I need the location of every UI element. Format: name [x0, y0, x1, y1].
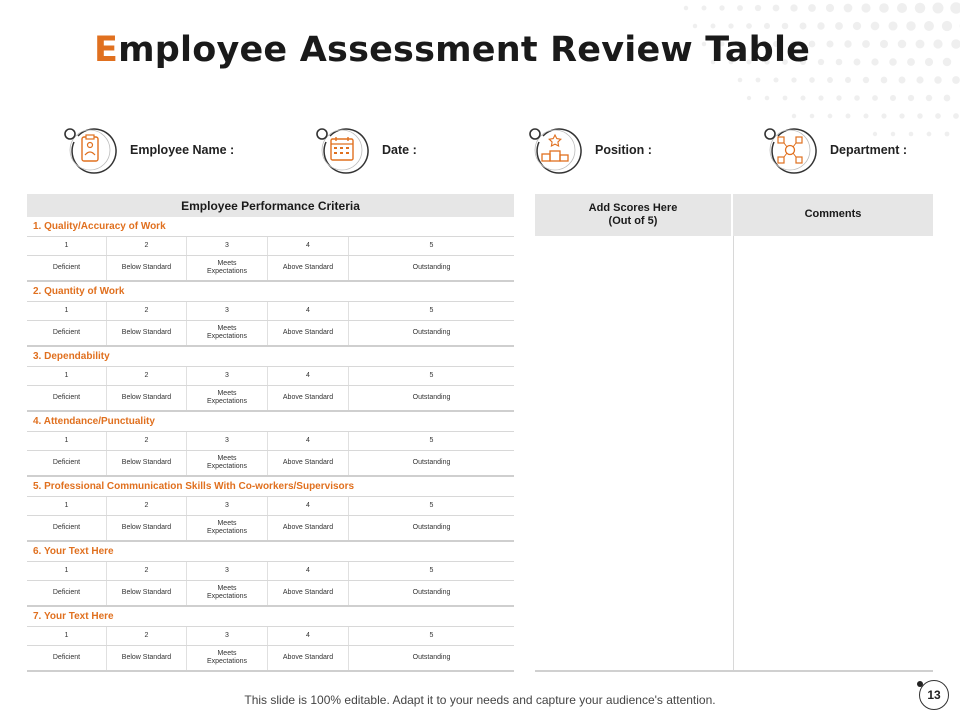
scale-label-cell: Below Standard	[107, 386, 187, 410]
scale-label-cell: Meets Expectations	[187, 386, 268, 410]
department-field[interactable]	[762, 124, 907, 176]
scale-number-cell[interactable]: 4	[268, 367, 349, 385]
criteria-section-title: 1. Quality/Accuracy of Work	[27, 217, 514, 237]
scale-number-cell[interactable]: 5	[429, 502, 434, 510]
performance-criteria-table	[27, 194, 514, 672]
scale-number-row	[27, 367, 514, 386]
criteria-section-title: 7. Your Text Here	[27, 607, 514, 627]
scale-number-cell[interactable]: 3	[187, 237, 268, 255]
scale-number-cell[interactable]: 4	[268, 562, 349, 580]
scores-header-line2: (Out of 5)	[608, 215, 658, 227]
footer-note: This slide is 100% editable. Adapt it to your needs and capture your audience's attention.	[244, 693, 716, 707]
scale-number-cell[interactable]: 5	[429, 567, 434, 575]
scale-number-row	[27, 302, 514, 321]
scores-column-header	[535, 194, 733, 236]
page-title	[94, 30, 810, 70]
scale-label-cell: Outstanding	[412, 589, 451, 597]
scale-number-cell[interactable]: 4	[268, 627, 349, 645]
scale-label-cell: Deficient	[27, 581, 107, 605]
scale-number-row	[27, 627, 514, 646]
scale-label-row	[27, 321, 514, 347]
scale-label-cell: Above Standard	[268, 581, 349, 605]
scale-label-cell: Below Standard	[107, 256, 187, 280]
date-label: Date :	[382, 143, 417, 157]
scale-label-cell: Above Standard	[268, 516, 349, 540]
scores-header-line1: Add Scores Here	[588, 201, 678, 214]
scale-label-cell: Deficient	[27, 321, 107, 345]
employee-name-field[interactable]	[62, 124, 234, 176]
scale-label-cell: Deficient	[27, 646, 107, 670]
scale-number-cell[interactable]: 1	[27, 432, 107, 450]
scale-number-cell[interactable]: 1	[27, 237, 107, 255]
scale-label-cell: Above Standard	[268, 321, 349, 345]
scale-number-cell[interactable]: 1	[27, 627, 107, 645]
title-first-letter: E	[94, 30, 119, 70]
scale-label-cell: Outstanding	[412, 654, 451, 662]
scale-label-cell: Above Standard	[268, 386, 349, 410]
scale-label-cell: Outstanding	[412, 264, 451, 272]
criteria-section-title: 6. Your Text Here	[27, 542, 514, 562]
calendar-icon	[314, 124, 370, 176]
scale-label-cell: Deficient	[27, 451, 107, 475]
criteria-section-title: 5. Professional Communication Skills With Co-workers/Supervisors	[27, 477, 514, 497]
scale-number-cell[interactable]: 2	[107, 237, 187, 255]
scale-number-cell[interactable]: 1	[27, 562, 107, 580]
scale-label-cell: Meets Expectations	[187, 256, 268, 280]
page-number: 13	[919, 680, 949, 710]
criteria-table-header: Employee Performance Criteria	[27, 194, 514, 217]
scale-number-cell[interactable]: 3	[187, 302, 268, 320]
scale-label-row	[27, 581, 514, 607]
title-rest: mployee Assessment Review Table	[118, 30, 811, 70]
scale-number-cell[interactable]: 5	[429, 307, 434, 315]
criteria-section-title: 4. Attendance/Punctuality	[27, 412, 514, 432]
scale-number-row	[27, 562, 514, 581]
scale-label-cell: Outstanding	[412, 524, 451, 532]
scale-label-cell: Above Standard	[268, 646, 349, 670]
criteria-section-title: 2. Quantity of Work	[27, 282, 514, 302]
page-number-dot	[917, 681, 923, 687]
scale-number-cell[interactable]: 5	[429, 632, 434, 640]
scale-number-cell[interactable]: 3	[187, 562, 268, 580]
employee-name-label: Employee Name :	[130, 143, 235, 157]
scale-number-cell[interactable]: 5	[429, 372, 434, 380]
scale-number-cell[interactable]: 4	[268, 237, 349, 255]
scale-number-cell[interactable]: 1	[27, 302, 107, 320]
scale-label-row	[27, 386, 514, 412]
scale-number-cell[interactable]: 4	[268, 432, 349, 450]
org-network-icon	[762, 124, 818, 176]
scale-label-row	[27, 646, 514, 672]
scale-label-cell: Outstanding	[412, 394, 451, 402]
scale-label-cell: Deficient	[27, 516, 107, 540]
position-label: Position :	[595, 143, 652, 157]
scale-number-cell[interactable]: 3	[187, 627, 268, 645]
scale-number-cell[interactable]: 2	[107, 562, 187, 580]
podium-icon	[527, 124, 583, 176]
scale-label-cell: Deficient	[27, 386, 107, 410]
scale-label-cell: Below Standard	[107, 451, 187, 475]
scale-label-cell: Below Standard	[107, 516, 187, 540]
scores-comments-body[interactable]	[535, 236, 933, 672]
scale-label-cell: Meets Expectations	[187, 516, 268, 540]
scale-number-row	[27, 432, 514, 451]
scale-label-cell: Outstanding	[412, 459, 451, 467]
scale-number-cell[interactable]: 3	[187, 367, 268, 385]
criteria-section-title: 3. Dependability	[27, 347, 514, 367]
scale-label-cell: Above Standard	[268, 451, 349, 475]
scale-label-cell: Meets Expectations	[187, 581, 268, 605]
scale-label-cell: Meets Expectations	[187, 646, 268, 670]
scale-number-cell[interactable]: 5	[429, 242, 434, 250]
scale-label-cell: Below Standard	[107, 321, 187, 345]
scale-label-cell: Below Standard	[107, 581, 187, 605]
scale-number-cell[interactable]: 2	[107, 302, 187, 320]
scale-label-cell: Meets Expectations	[187, 451, 268, 475]
scale-number-cell[interactable]: 5	[429, 437, 434, 445]
scale-number-row	[27, 237, 514, 256]
scores-comments-table	[535, 194, 933, 672]
scale-number-cell[interactable]: 3	[187, 497, 268, 515]
position-field[interactable]	[527, 124, 652, 176]
department-label: Department :	[830, 143, 908, 157]
criteria-sections	[27, 217, 514, 672]
scale-number-cell[interactable]: 2	[107, 367, 187, 385]
scale-label-cell: Above Standard	[268, 256, 349, 280]
id-badge-icon	[62, 124, 118, 176]
scale-number-cell[interactable]: 1	[27, 367, 107, 385]
scale-label-cell: Below Standard	[107, 646, 187, 670]
column-divider	[733, 236, 734, 670]
scale-number-cell[interactable]: 2	[107, 497, 187, 515]
scale-number-cell[interactable]: 2	[107, 627, 187, 645]
scale-label-cell: Meets Expectations	[187, 321, 268, 345]
comments-column-header: Comments	[733, 194, 933, 236]
scale-label-cell: Outstanding	[412, 329, 451, 337]
date-field[interactable]	[314, 124, 417, 176]
scale-number-cell[interactable]: 4	[268, 497, 349, 515]
scale-label-row	[27, 516, 514, 542]
scale-number-cell[interactable]: 3	[187, 432, 268, 450]
scale-number-row	[27, 497, 514, 516]
scale-label-row	[27, 451, 514, 477]
scale-number-cell[interactable]: 4	[268, 302, 349, 320]
scale-label-row	[27, 256, 514, 282]
scale-label-cell: Deficient	[27, 256, 107, 280]
scale-number-cell[interactable]: 2	[107, 432, 187, 450]
scale-number-cell[interactable]: 1	[27, 497, 107, 515]
